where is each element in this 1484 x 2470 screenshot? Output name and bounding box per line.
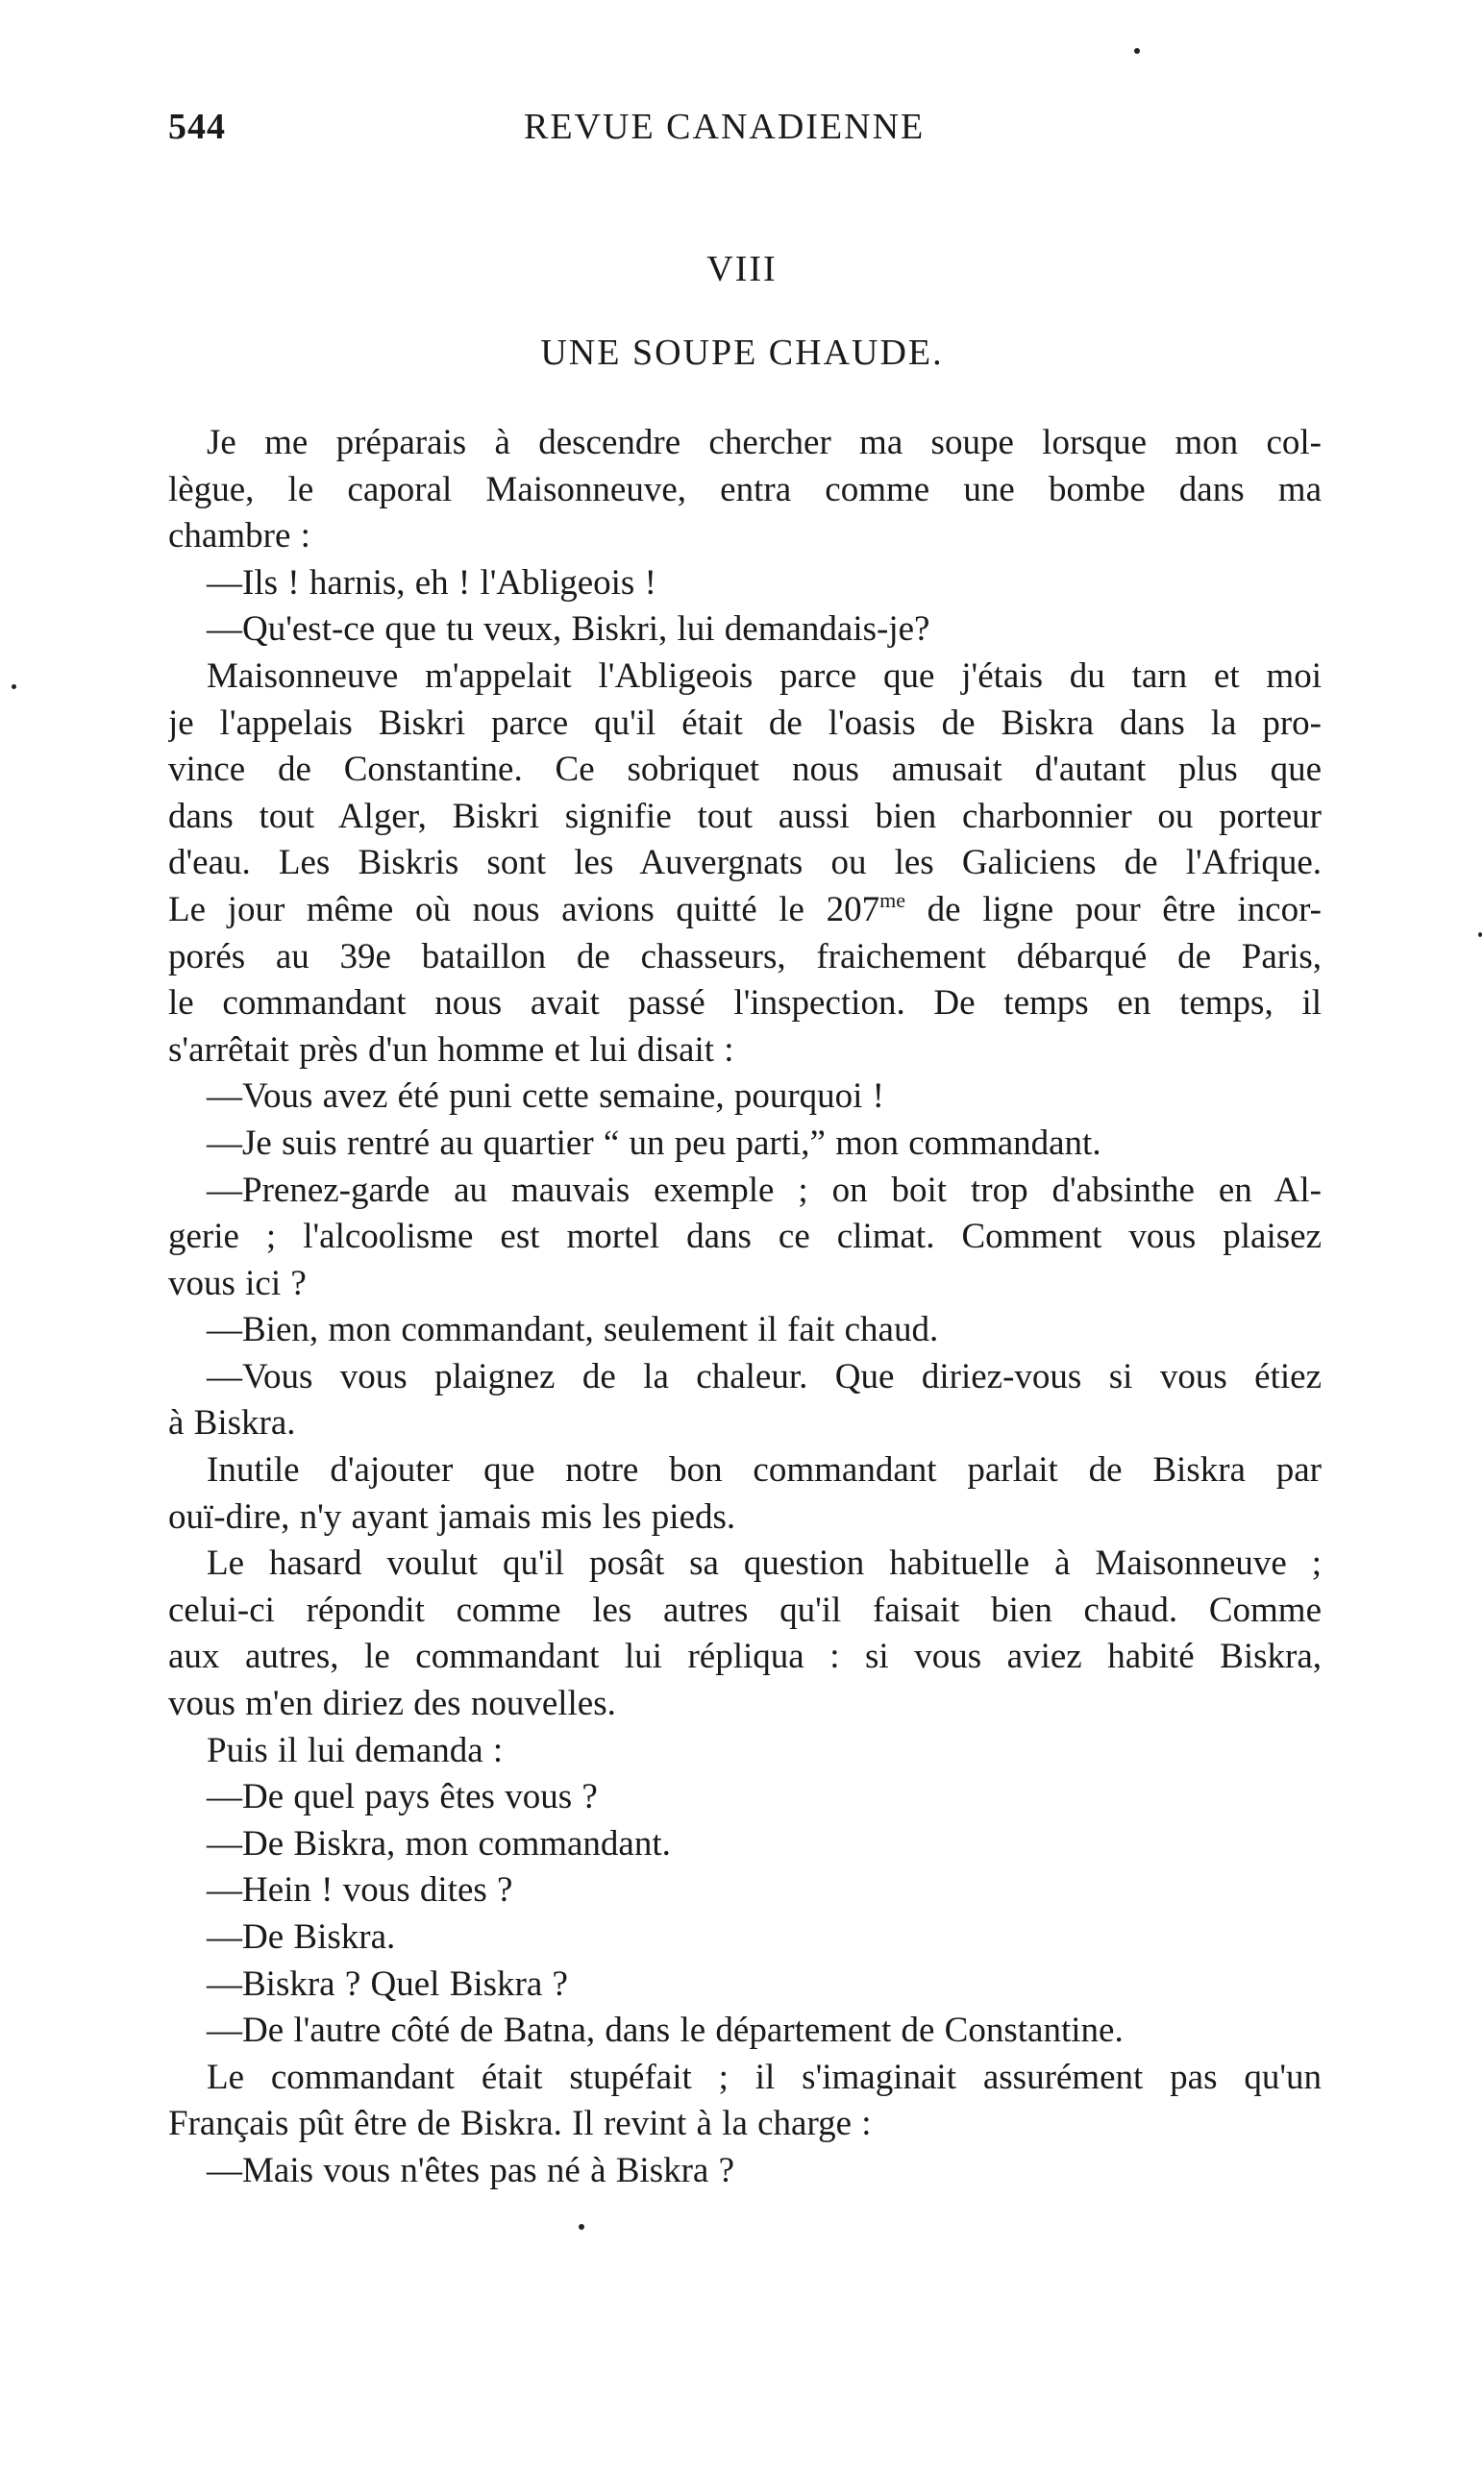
- text-line: [168, 1494, 1322, 1542]
- text-line: [168, 980, 1322, 1027]
- text-line: [168, 794, 1322, 841]
- print-speck: [1134, 48, 1140, 54]
- text-line: [168, 1634, 1322, 1681]
- page-number: 544: [168, 107, 226, 147]
- print-speck: [579, 2224, 584, 2230]
- text-line-content: —Ils ! harnis, eh ! l'Abligeois !: [207, 562, 656, 603]
- text-line-content: Je me préparais à descendre chercher ma soupe lorsque mon col-: [207, 423, 1322, 462]
- text-line: [168, 840, 1322, 887]
- text-line-content: Inutile d'ajouter que notre bon commandant parlait de Biskra par: [207, 1450, 1322, 1491]
- text-line: [168, 887, 1322, 934]
- text-line-content: —Biskra ? Quel Biskra ?: [207, 1964, 568, 2004]
- text-line: [168, 1354, 1322, 1401]
- text-line-content: vince de Constantine. Ce sobriquet nous amusait d'autant plus que: [168, 750, 1322, 790]
- text-line: [168, 1962, 1322, 2009]
- text-line-content: Le hasard voulut qu'il posât sa question habituelle à Maisonneuve ;: [207, 1544, 1322, 1584]
- journal-title: REVUE CANADIENNE: [524, 107, 926, 147]
- text-line: [168, 1914, 1322, 1962]
- text-line: [168, 1588, 1322, 1635]
- text-line-content: Maisonneuve m'appelait l'Abligeois parce que j'étais du tarn et moi: [207, 655, 1322, 696]
- text-line: [168, 560, 1322, 607]
- text-line: [168, 701, 1322, 748]
- chapter-title: UNE SOUPE CHAUDE.: [540, 333, 944, 373]
- text-line: [168, 1681, 1322, 1728]
- text-line: [168, 2101, 1322, 2148]
- text-line: [168, 1447, 1322, 1494]
- text-line: [168, 2148, 1322, 2195]
- text-line-content: —Hein ! vous dites ?: [207, 1870, 513, 1911]
- text-line: [168, 1728, 1322, 1775]
- text-line: [168, 1821, 1322, 1868]
- text-line: [168, 420, 1322, 467]
- text-line-content: —Vous vous plaignez de la chaleur. Que diriez-vous si vous étiez: [207, 1356, 1322, 1396]
- text-line: [168, 934, 1322, 981]
- text-line-content: —Je suis rentré au quartier “ un peu parti,” mon commandant.: [207, 1123, 1101, 1163]
- text-line: [168, 1027, 1322, 1074]
- text-line-content: d'eau. Les Biskris sont les Auvergnats ou les Galiciens de l'Afrique.: [168, 843, 1322, 883]
- text-line-content: vous ici ?: [168, 1263, 307, 1303]
- running-head: [168, 106, 1322, 154]
- text-line-content: je l'appelais Biskri parce qu'il était de l'oasis de Biskra dans la pro-: [168, 703, 1322, 743]
- text-line: [168, 1400, 1322, 1447]
- text-line-content: —Vous avez été puni cette semaine, pourquoi !: [207, 1076, 884, 1117]
- text-line-content: —Prenez-garde au mauvais exemple ; on boit trop d'absinthe en Al-: [207, 1170, 1322, 1210]
- text-line-content: à Biskra.: [168, 1403, 296, 1444]
- text-line-content: —De Biskra, mon commandant.: [207, 1823, 671, 1864]
- text-line: [168, 1214, 1322, 1261]
- text-line: [168, 1261, 1322, 1308]
- text-line: [168, 467, 1322, 514]
- text-line-content: dans tout Alger, Biskri signifie tout aussi bien charbonnier ou porteur: [168, 796, 1322, 836]
- text-line-content: aux autres, le commandant lui répliqua : si vous aviez habité Biskra,: [168, 1637, 1322, 1677]
- text-line: [168, 654, 1322, 701]
- text-line-content: lègue, le caporal Maisonneuve, entra comme une bombe dans ma: [168, 469, 1322, 509]
- text-line: [168, 1867, 1322, 1914]
- text-line-content: —De Biskra.: [207, 1917, 396, 1957]
- text-line-content: gerie ; l'alcoolisme est mortel dans ce climat. Comment vous plaisez: [168, 1217, 1322, 1257]
- text-line-content: le commandant nous avait passé l'inspection. De temps en temps, il: [168, 983, 1322, 1024]
- text-line: [168, 1168, 1322, 1215]
- text-line: [168, 2055, 1322, 2102]
- text-line: [168, 1541, 1322, 1588]
- text-line-content: —Bien, mon commandant, seulement il fait chaud.: [207, 1310, 939, 1350]
- text-line-content: —De l'autre côté de Batna, dans le département de Constantine.: [207, 2011, 1124, 2051]
- text-line-content: Français pût être de Biskra. Il revint à la charge :: [168, 2104, 872, 2144]
- text-line: [168, 1774, 1322, 1821]
- print-speck: [12, 684, 16, 689]
- text-line-content: —Qu'est-ce que tu veux, Biskri, lui demandais-je?: [207, 609, 930, 650]
- text-line-continuation: de ligne pour être incor-: [905, 889, 1322, 929]
- body-text: [168, 420, 1322, 2195]
- text-line: [168, 2008, 1322, 2055]
- text-line-content: ouï-dire, n'y ayant jamais mis les pieds.: [168, 1496, 736, 1537]
- text-line-content: s'arrêtait près d'un homme et lui disait :: [168, 1029, 734, 1070]
- text-line: [168, 747, 1322, 794]
- text-line-content: Le commandant était stupéfait ; il s'imaginait assurément pas qu'un: [207, 2057, 1322, 2097]
- text-line-content: celui-ci répondit comme les autres qu'il faisait bien chaud. Comme: [168, 1590, 1322, 1630]
- text-line-content: porés au 39e bataillon de chasseurs, fraichement débarqué de Paris,: [168, 936, 1322, 976]
- text-line-content: vous m'en diriez des nouvelles.: [168, 1684, 616, 1724]
- text-line: [168, 513, 1322, 560]
- text-line: [168, 1074, 1322, 1121]
- chapter-number: VIII: [706, 249, 778, 289]
- text-line: [168, 1121, 1322, 1168]
- ordinal-superscript: me: [879, 887, 906, 912]
- print-speck: [1478, 932, 1482, 937]
- text-line: [168, 1307, 1322, 1354]
- text-line-content: —De quel pays êtes vous ?: [207, 1777, 598, 1817]
- text-line: [168, 606, 1322, 654]
- text-line-content: Le jour même où nous avions quitté le 207: [168, 889, 880, 929]
- text-line-content: chambre :: [168, 516, 310, 556]
- text-line-content: Puis il lui demanda :: [207, 1730, 504, 1770]
- text-line-content: —Mais vous n'êtes pas né à Biskra ?: [207, 2150, 735, 2190]
